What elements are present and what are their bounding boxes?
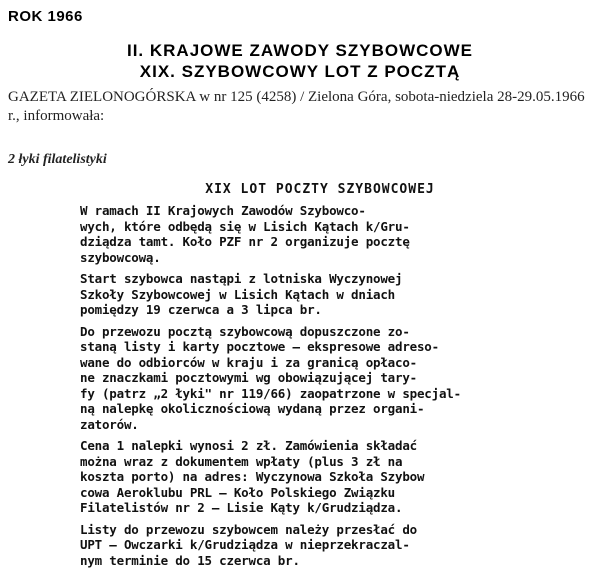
clipping-paragraph: Start szybowca nastąpi z lotniska Wyczynowej Szkoły Szybowcowej w Lisich Kątach w dniach pomiędzy 19 czerwca a 3 lipca br.: [80, 271, 403, 317]
clipping-paragraph: W ramach II Krajowych Zawodów Szybowco- wych, które odbędą się w Lisich Kątach k/Gru- dziądza tamt. Koło PZF nr 2 organizuje pocztę szybowcową.: [80, 203, 410, 265]
source-citation: GAZETA ZIELONOGÓRSKA w nr 125 (4258) / Zielona Góra, sobota-niedziela 28-29.05.1966 r., informowała:: [8, 89, 585, 124]
year-heading: ROK 1966: [8, 8, 83, 25]
clipping-paragraph: Listy do przewozu szybowcem należy przesłać do UPT — Owczarki k/Grudziądza w nieprzekraczal- nym terminie do 15 czerwca br.: [80, 521, 417, 568]
article-subtitle: 2 łyki filatelistyki: [8, 152, 107, 167]
page-title-line-2: XIX. SZYBOWCOWY LOT Z POCZTĄ: [139, 62, 461, 81]
newspaper-clipping: [80, 180, 560, 580]
clipping-paragraph: Do przewozu pocztą szybowcową dopuszczone zo- staną listy i karty pocztowe — ekspresowe adreso- wane do odbiorców w kraju i za granicą opłaco- ne znaczkami pocztowymi wg obowiązującej tary- fy (patrz „2 łyki" nr 119/66) zaopatrzone w specjal- ną nalepkę okolicznościową wydaną przez organi- zatorów.: [80, 323, 461, 432]
clipping-title: XIX LOT POCZTY SZYBOWCOWEJ: [205, 182, 435, 197]
page-title-line-1: II. KRAJOWE ZAWODY SZYBOWCOWE: [126, 41, 474, 60]
clipping-paragraph: Cena 1 nalepki wynosi 2 zł. Zamówienia składać można wraz z dokumentem wpłaty (plus 3 zł na koszta porto) na adres: Wyczynowa Szkoła Szybow cowa Aeroklubu PRL — Koło Polskiego Związku Filatelistów nr 2 — Lisie Kąty k/Grudziądza.: [80, 438, 425, 515]
